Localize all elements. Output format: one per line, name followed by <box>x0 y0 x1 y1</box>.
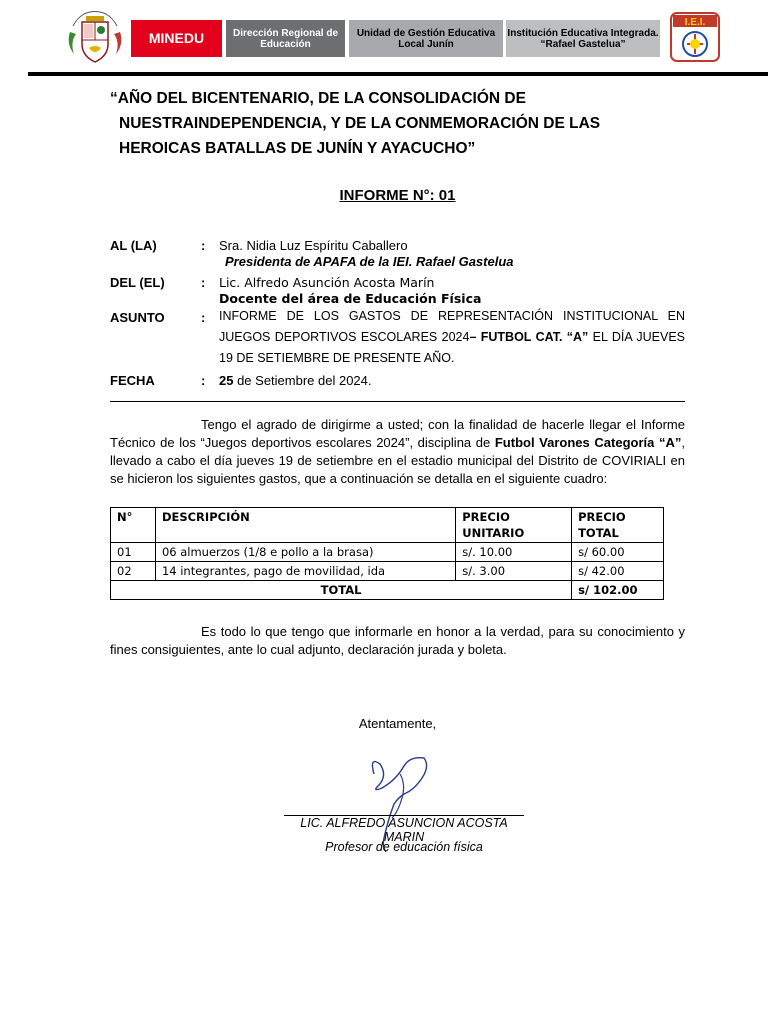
year-slogan <box>110 86 685 161</box>
date-value <box>219 373 372 389</box>
date-label: FECHA <box>110 373 155 388</box>
date-day: 25 <box>219 373 234 388</box>
signer-role: Profesor de educación física <box>325 840 483 854</box>
subject-label: ASUNTO <box>110 310 165 325</box>
date-rest: de Setiembre del 2024. <box>233 373 372 388</box>
to-value <box>219 238 514 270</box>
subject-date: EL DÍA JUEVES 19 DE SETIEMBRE DE PRESENTE AÑO. <box>219 330 685 365</box>
table-total-row <box>111 581 664 600</box>
subject-value <box>219 306 685 369</box>
row-unit-price: s/. 3.00 <box>456 562 572 581</box>
signer-name: LIC. ALFREDO ASUNCION ACOSTA MARIN <box>300 816 508 844</box>
regional-direction-badge: Dirección Regional de Educación <box>226 20 345 57</box>
closing-paragraph <box>110 623 685 659</box>
total-value: s/ 102.00 <box>572 581 664 600</box>
fields-divider <box>110 401 685 402</box>
row-total-price: s/ 60.00 <box>572 543 664 562</box>
peru-coat-of-arms-logo <box>64 10 126 66</box>
subject-colon: : <box>201 310 206 325</box>
iei-school-logo <box>670 12 720 62</box>
row-unit-price: s/. 10.00 <box>456 543 572 562</box>
col-description-header: DESCRIPCIÓN <box>155 508 455 543</box>
row-total-price: s/ 42.00 <box>572 562 664 581</box>
minedu-badge: MINEDU <box>131 20 222 57</box>
table-row <box>111 543 664 562</box>
svg-text:I.E.I.: I.E.I. <box>684 17 706 28</box>
closing-text: Es todo lo que tengo que informarle en honor a la verdad, para su conocimiento y fines consiguientes, ante lo cual adjunto, declaración jurada y boleta. <box>110 624 685 657</box>
row-description: 14 integrantes, pago de movilidad, ida <box>155 562 455 581</box>
from-role: Docente del área de Educación Física <box>219 291 482 306</box>
row-number: 02 <box>111 562 156 581</box>
to-colon: : <box>201 238 206 253</box>
from-name: Lic. Alfredo Asunción Acosta Marín <box>219 275 435 290</box>
slogan-line-1: “AÑO DEL BICENTENARIO, DE LA CONSOLIDACIÓN DE <box>110 90 526 107</box>
institution-badge: Institución Educativa Integrada. “Rafael Gastelua” <box>506 20 660 57</box>
expenses-table <box>110 507 664 600</box>
header-divider <box>28 72 768 76</box>
closing-salutation: Atentamente, <box>358 716 437 731</box>
col-number-header: N° <box>111 508 156 543</box>
col-unit-price-header: PRECIO UNITARIO <box>456 508 572 543</box>
from-label: DEL (EL) <box>110 275 165 290</box>
subject-discipline: – FUTBOL CAT. “A” <box>469 330 589 344</box>
row-description: 06 almuerzos (1/8 e pollo a la brasa) <box>155 543 455 562</box>
ugel-badge: Unidad de Gestión Educativa Local Junín <box>349 20 503 57</box>
row-number: 01 <box>111 543 156 562</box>
col-total-price-header: PRECIO TOTAL <box>572 508 664 543</box>
intro-discipline: Futbol Varones Categoría “A” <box>494 435 682 450</box>
to-role: Presidenta de APAFA de la IEI. Rafael Gastelua <box>225 254 514 269</box>
from-value <box>219 275 481 307</box>
from-colon: : <box>201 275 206 290</box>
subject-text: INFORME DE LOS GASTOS DE REPRESENTACIÓN INSTITUCIONAL EN JUEGOS DEPORTIVOS ESCOLARES 2024 <box>219 309 685 344</box>
intro-paragraph <box>110 416 685 488</box>
table-header-row <box>111 508 664 543</box>
intro-text-1: Tengo el agrado de dirigirme a usted; con la finalidad de hacerle llegar el Informe Técnico de los “Juegos deportivos escolares 2024”, disciplina de <box>110 417 685 450</box>
to-name: Sra. Nidia Luz Espíritu Caballero <box>219 238 408 253</box>
report-title: INFORME N°: 01 <box>339 187 456 204</box>
total-label: TOTAL <box>111 581 572 600</box>
to-label: AL (LA) <box>110 238 157 253</box>
table-row <box>111 562 664 581</box>
intro-text-2: , llevado a cabo el día jueves 19 de setiembre en el estadio municipal del Distrito de COVIRIALI en se hicieron los siguientes gastos, que a continuación se detalla en el siguiente cuadro: <box>110 435 685 486</box>
date-colon: : <box>201 373 206 388</box>
slogan-line-2: NUESTRAINDEPENDENCIA, Y DE LA CONMEMORACIÓN DE LAS <box>119 115 601 132</box>
slogan-line-3: HEROICAS BATALLAS DE JUNÍN Y AYACUCHO” <box>119 140 476 157</box>
